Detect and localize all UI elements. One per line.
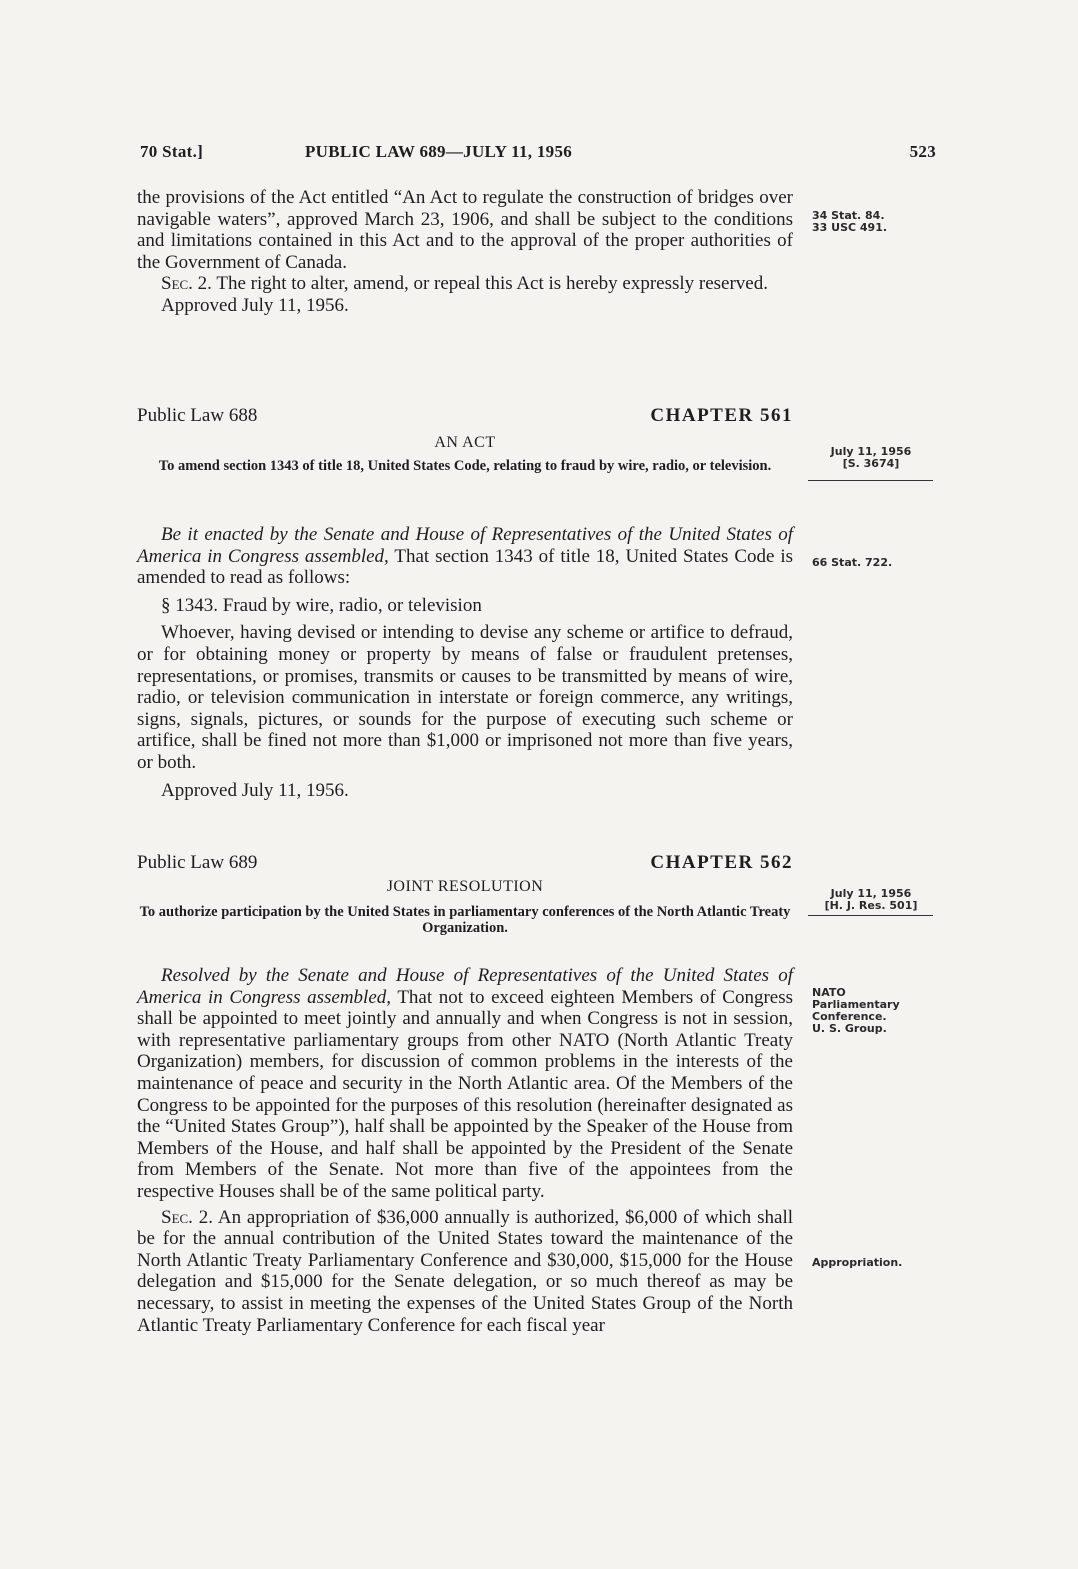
margin-stat-citation: 34 Stat. 84. <box>812 209 885 222</box>
law-688-rule <box>808 480 933 481</box>
law-688-enacting-clause <box>137 524 793 589</box>
section-text: The right to alter, amend, or repeal this Act is hereby expressly reserved. <box>216 273 768 295</box>
section-2-paragraph <box>137 273 793 295</box>
law-688-label: Public Law 688 <box>137 405 258 426</box>
margin-note-stat <box>812 210 937 234</box>
law-688-purpose: To amend section 1343 of title 18, United States Code, relating to fraud by wire, radio, or television. <box>158 458 772 474</box>
law-689-rule <box>808 915 933 916</box>
law-688-kind: AN ACT <box>434 434 496 451</box>
page-number: 523 <box>909 142 936 161</box>
law-688-heading <box>137 405 793 429</box>
law-689-chapter: CHAPTER 562 <box>650 852 793 873</box>
law-688-bill: [S. 3674] <box>842 457 900 470</box>
law-689-date: July 11, 1956 <box>830 887 912 900</box>
law-688-margin <box>812 446 930 470</box>
law-689-body <box>137 965 793 1336</box>
resolved-rest: That not to exceed eighteen Members of Congress shall be appointed to meet jointly and annually and when Congress is not in session, with representative parliamentary groups from other NATO (North Atlantic Treaty Organization) members, for discussion of common problems in the interests of the maintenance of peace and security in the North Atlantic area. Of the Members of the Congress to be appointed for the purposes of this resolution (hereinafter designated as the “United States Group”), half shall be appointed by the Speaker of the House from Members of the House, and half shall be appointed by the President of the Senate from Members of the Senate. Not more than five of the appointees from the respective Houses shall be of the same political party. <box>137 986 793 1202</box>
law-688-chapter: CHAPTER 561 <box>650 405 793 426</box>
law-689-bill: [H. J. Res. 501] <box>824 899 918 912</box>
margin-usc-citation: 33 USC 491. <box>812 221 888 234</box>
law-689-purpose: To authorize participation by the United States in parliamentary conferences of the North Atlantic Treaty Organization. <box>139 904 791 936</box>
law-688-body <box>137 524 793 801</box>
section-label: Sec. 2. <box>161 1206 214 1228</box>
law-688-approval: Approved July 11, 1956. <box>161 779 349 801</box>
margin-66-stat: 66 Stat. 722. <box>812 556 893 569</box>
enacting-rest: That section 1343 of title 18, United States Code is amended to read as follows: <box>137 545 793 589</box>
margin-nato <box>812 987 934 1035</box>
volume-reference: 70 Stat.] <box>140 142 204 161</box>
section-text: An appropriation of $36,000 annually is authorized, $6,000 of which shall be for the annual contribution of the United States toward the maintenance of the North Atlantic Treaty Parliamentary Conference and $30,000, $15,000 for the House delegation and $15,000 for the Senate delegation, or so much thereof as may be necessary, to assist in meeting the expenses of the United States Group of the North Atlantic Treaty Parliamentary Conference for each fiscal year <box>137 1206 793 1336</box>
section-label: Sec. 2. <box>161 273 212 295</box>
law-689-section-2 <box>137 1207 793 1337</box>
approval-line: Approved July 11, 1956. <box>161 294 349 316</box>
running-title: PUBLIC LAW 689—JULY 11, 1956 <box>305 142 573 161</box>
law-689-kind: JOINT RESOLUTION <box>386 878 544 895</box>
margin-nato-conference: NATO Parliamentary Conference. <box>812 986 900 1023</box>
law-688-date: July 11, 1956 <box>830 445 912 458</box>
resolved-italic: Resolved by the Senate and House of Representatives of the United States of America in Congress assembled, <box>137 965 793 1008</box>
running-header <box>140 142 936 172</box>
enacting-italic: Be it enacted by the Senate and House of Representatives of the United States of America in Congress assembled, <box>137 524 793 567</box>
law-689-label: Public Law 689 <box>137 852 258 873</box>
margin-us-group: U. S. Group. <box>812 1022 887 1035</box>
continuation-text: the provisions of the Act entitled “An Act to regulate the construction of bridges over navigable waters”, approved March 23, 1906, and shall be subject to the conditions and limitations contained in this Act and to the approval of the proper authorities of the Government of Canada. <box>137 187 793 273</box>
law-689-margin <box>812 888 930 912</box>
law-689-resolving-clause <box>137 965 793 1203</box>
law-689-heading <box>137 852 793 876</box>
section-1343-heading: § 1343. Fraud by wire, radio, or television <box>161 594 482 616</box>
continuation-block <box>137 187 793 317</box>
section-1343-text: Whoever, having devised or intending to devise any scheme or artifice to defraud, or for obtaining money or property by means of false or fraudulent pretenses, representations, or promises, transmits or causes to be transmitted by means of wire, radio, or television communication in interstate or foreign commerce, any writings, signs, signals, pictures, or sounds for the purpose of executing such scheme or artifice, shall be fined not more than $1,000 or imprisoned not more than five years, or both. <box>137 622 793 773</box>
margin-appropriation: Appropriation. <box>812 1256 903 1269</box>
